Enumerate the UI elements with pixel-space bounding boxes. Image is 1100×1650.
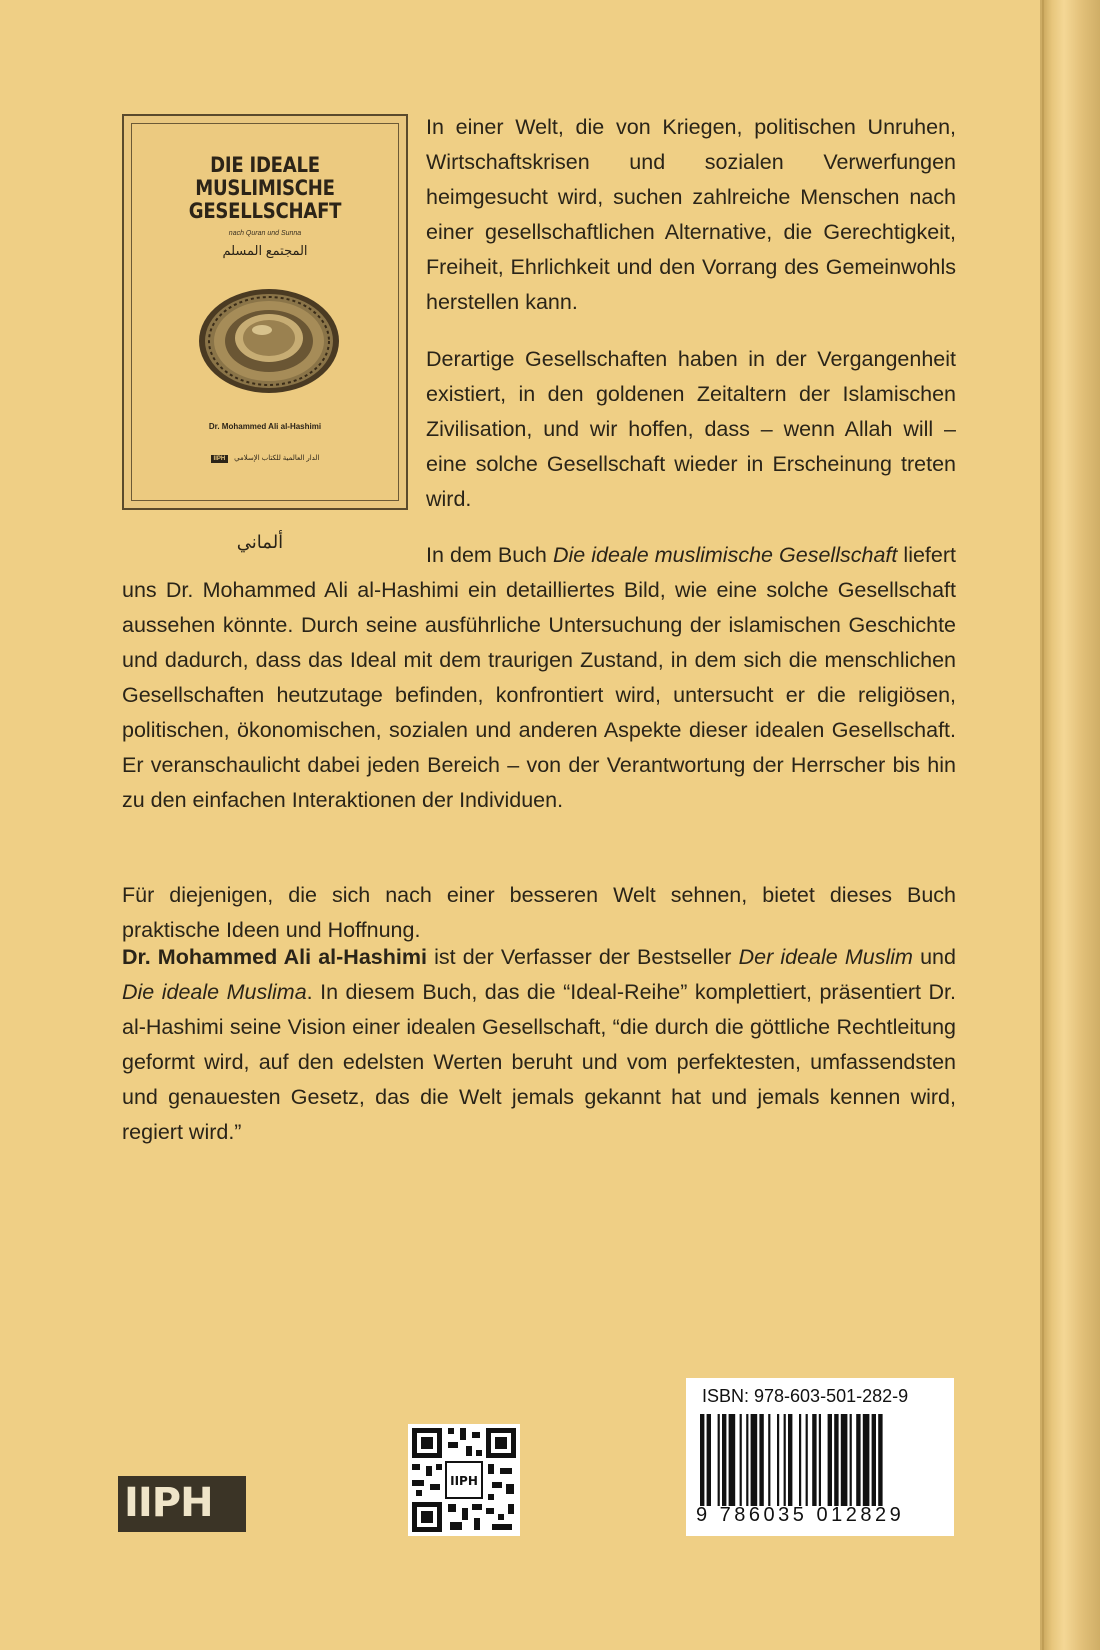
book-title: Der ideale Muslim	[738, 945, 913, 969]
barcode-bars	[700, 1414, 940, 1506]
cover-thumbnail-title	[151, 154, 380, 223]
publisher-mini-logo: IIPH	[211, 455, 229, 463]
qr-code	[408, 1424, 520, 1536]
text-span: und	[912, 945, 956, 969]
cover-thumbnail-subtitle: nach Quran und Sunna	[228, 230, 302, 237]
paragraph-4: Für diejenigen, die sich nach einer besseren Welt sehnen, bietet dieses Buch praktische Ideen und Hoffnung.	[122, 883, 956, 942]
cover-thumbnail-arabic-title: المجتمع المسلم	[222, 243, 308, 258]
publisher-logo-text: IIPH	[124, 1480, 213, 1526]
spine-edge	[1040, 0, 1044, 1650]
language-label: ألماني	[236, 532, 284, 552]
text-span: liefert uns Dr. Mohammed Ali al-Hashimi ein detailliertes Bild, wie eine solche Gesellschaft aussehen könnte. Durch seine ausführliche Untersuchung der islamischen Geschichte und dadurch, dass das Ideal mit dem traurigen Zustand, in dem sich die menschlichen Gesellschaften heutzutage befinden, konfrontiert wird, untersucht er die religiösen, politischen, ökonomischen, sozialen und anderen Aspekte dieser idealen Gesellschaft. Er veranschaulicht dabei jeden Bereich – von der Verantwortung der Herrscher bis hin zu den einfachen Interaktionen der Individuen.	[122, 543, 956, 812]
paragraph-5	[122, 940, 956, 1150]
cover-thumbnail-publisher	[132, 454, 398, 463]
paragraph-2: Derartige Gesellschaften haben in der Vergangenheit existiert, in den goldenen Zeitaltern der Islamischen Zivilisation, und wir hoffen, dass – wenn Allah will – eine solche Gesellschaft wieder in Erscheinung treten wird.	[426, 347, 956, 511]
qr-center-logo: IIPH	[450, 1474, 478, 1488]
cover-thumbnail	[122, 114, 408, 510]
author-name: Dr. Mohammed Ali al-Hashimi	[122, 945, 427, 969]
text-span: ist der Verfasser der Bestseller	[426, 945, 739, 969]
cover-thumbnail-author: Dr. Mohammed Ali al-Hashimi	[208, 422, 322, 431]
cover-thumbnail-frame	[131, 123, 399, 501]
title-line: GESELLSCHAFT	[188, 199, 342, 223]
isbn-label: ISBN: 978-603-501-282-9	[702, 1386, 909, 1406]
text-span: . In diesem Buch, das die “Ideal-Reihe” komplettiert, präsentiert Dr. al-Hashimi seine Vision einer idealen Gesellschaft, “die durch die göttliche Rechtleitung geformt wird, auf den edelsten Werten beruht und vom perfektesten, umfassendsten und genauesten Gesetz, das die Welt jemals gekannt hat und jemals kennen wird, regiert wird.”	[122, 980, 956, 1144]
book-title: Die ideale Muslima	[122, 980, 307, 1004]
isbn-barcode	[686, 1378, 954, 1536]
publisher-logo	[118, 1476, 246, 1532]
title-line: DIE IDEALE	[210, 153, 320, 177]
title-line: MUSLIMISCHE	[195, 176, 335, 200]
text-span: In dem Buch	[426, 543, 553, 567]
barcode-digits: 9 786035 012829	[696, 1504, 905, 1526]
paragraph-3	[122, 538, 956, 818]
paragraph-1: In einer Welt, die von Kriegen, politischen Unruhen, Wirtschaftskrisen und sozialen Verwerfungen heimgesucht wird, suchen zahlreiche Menschen nach einer gesellschaftlichen Alternative, die Gerechtigkeit, Freiheit, Ehrlichkeit und den Vorrang des Gemeinwohls herstellen kann.	[426, 115, 956, 314]
book-spine	[1042, 0, 1100, 1650]
book-title: Die ideale muslimische Gesellschaft	[552, 543, 898, 567]
publisher-arabic-name: الدار العالمية للكتاب الإسلامي	[234, 455, 320, 462]
bowl-illustration	[196, 286, 342, 396]
